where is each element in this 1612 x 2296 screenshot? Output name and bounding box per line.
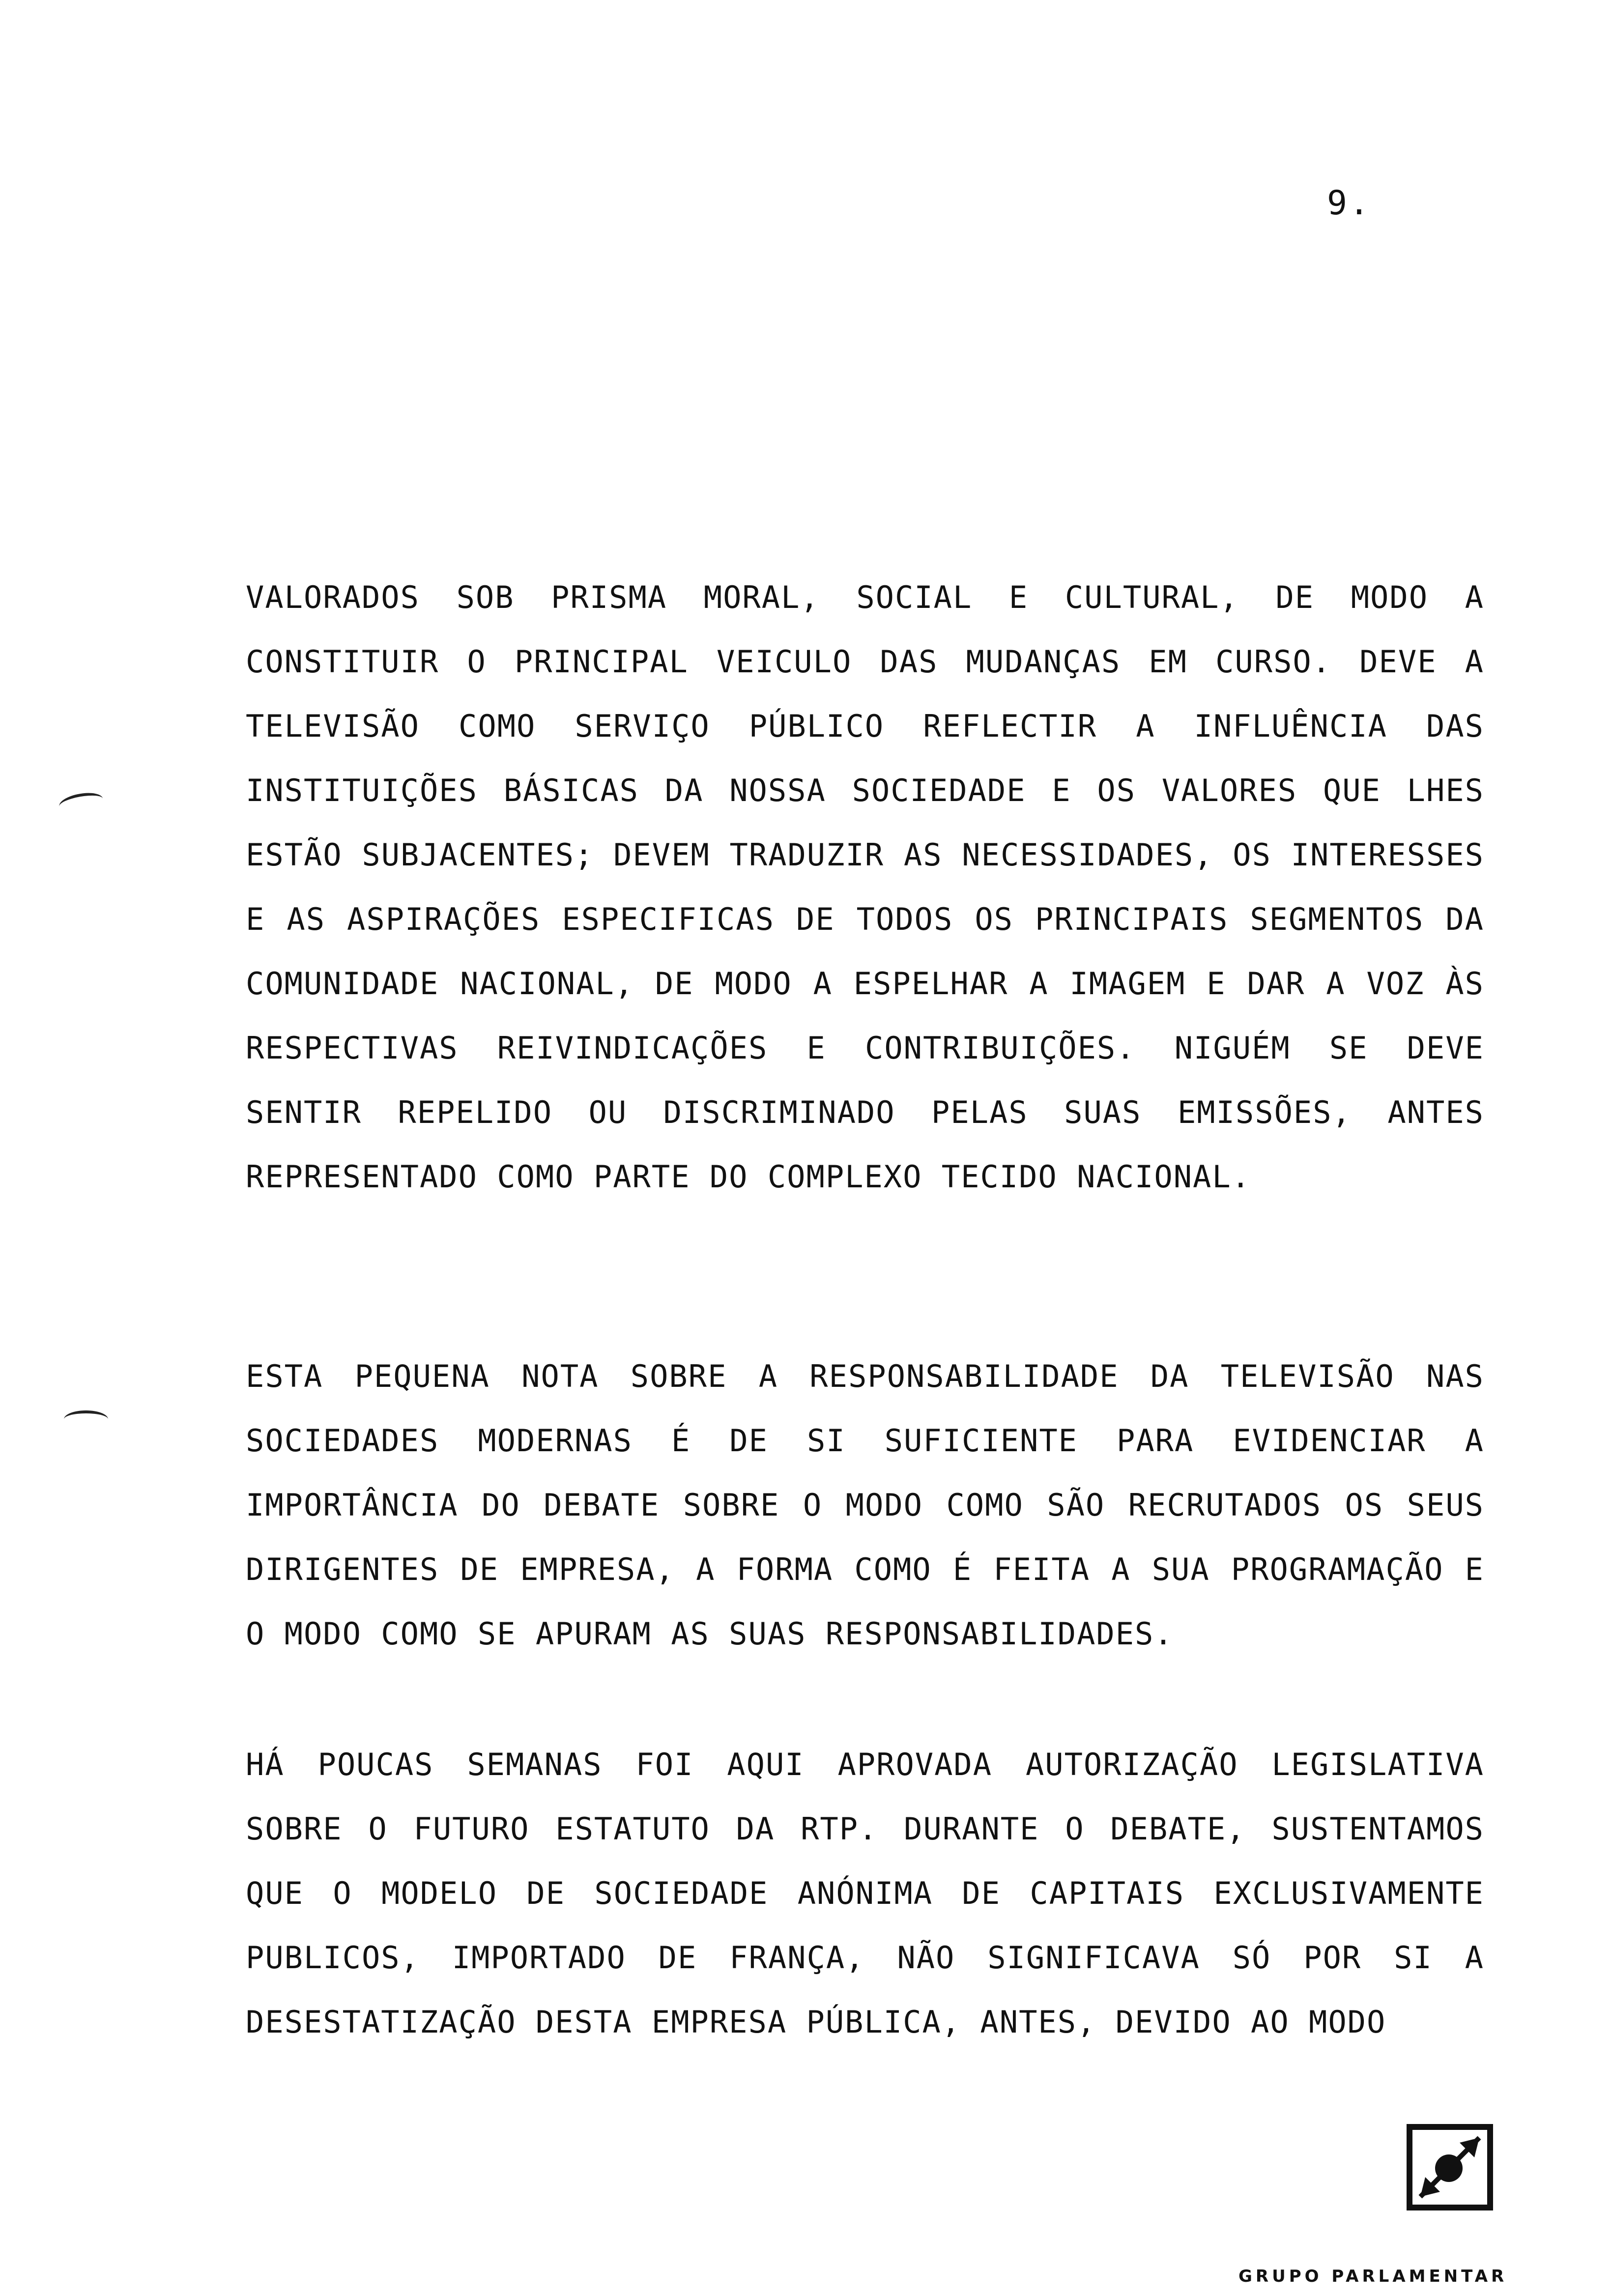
margin-scan-mark bbox=[64, 1410, 108, 1428]
margin-scan-mark bbox=[58, 790, 105, 815]
page-number: 9. bbox=[1327, 184, 1371, 223]
paragraph-3: HÁ POUCAS SEMANAS FOI AQUI APROVADA AUTORIZAÇÃO LEGISLATIVA SOBRE O FUTURO ESTATUTO DA RTP. DURANTE O DEBATE, SUSTENTAMOS QUE O MODELO DE SOCIEDADE ANÓNIMA DE CAPITAIS EXCLUSIVAMENTE PUBLICOS, IMPORTADO DE FRANÇA, NÃO SIGNIFICAVA SÓ POR SI A DESESTATIZAÇÃO DESTA EMPRESA PÚBLICA, ANTES, DEVIDO AO MODO bbox=[246, 1747, 1484, 2040]
paragraph-1: VALORADOS SOB PRISMA MORAL, SOCIAL E CULTURAL, DE MODO A CONSTITUIR O PRINCIPAL VEICULO DAS MUDANÇAS EM CURSO. DEVE A TELEVISÃO COMO SERVIÇO PÚBLICO REFLECTIR A INFLUÊNCIA DAS INSTITUIÇÕES BÁSICAS DA NOSSA SOCIEDADE E OS VALORES QUE LHES ESTÃO SUBJACENTES; DEVEM TRADUZIR AS NECESSIDADES, OS INTERESSES E AS ASPIRAÇÕES ESPECIFICAS DE TODOS OS PRINCIPAIS SEGMENTOS DA COMUNIDADE NACIONAL, DE MODO A ESPELHAR A IMAGEM E DAR A VOZ ÀS RESPECTIVAS REIVINDICAÇÕES E CONTRIBUIÇÕES. NIGUÉM SE DEVE SENTIR REPELIDO OU DISCRIMINADO PELAS SUAS EMISSÕES, ANTES REPRESENTADO COMO PARTE DO COMPLEXO TECIDO NACIONAL. bbox=[246, 579, 1484, 1195]
footer-label: GRUPO PARLAMENTAR bbox=[1238, 2267, 1508, 2286]
paragraph-2: ESTA PEQUENA NOTA SOBRE A RESPONSABILIDADE DA TELEVISÃO NAS SOCIEDADES MODERNAS É DE SI SUFICIENTE PARA EVIDENCIAR A IMPORTÂNCIA DO DEBATE SOBRE O MODO COMO SÃO RECRUTADOS OS SEUS DIRIGENTES DE EMPRESA, A FORMA COMO É FEITA A SUA PROGRAMAÇÃO E O MODO COMO SE APURAM AS SUAS RESPONSABILIDADES. bbox=[246, 1358, 1484, 1652]
party-emblem-icon bbox=[1406, 2123, 1494, 2211]
